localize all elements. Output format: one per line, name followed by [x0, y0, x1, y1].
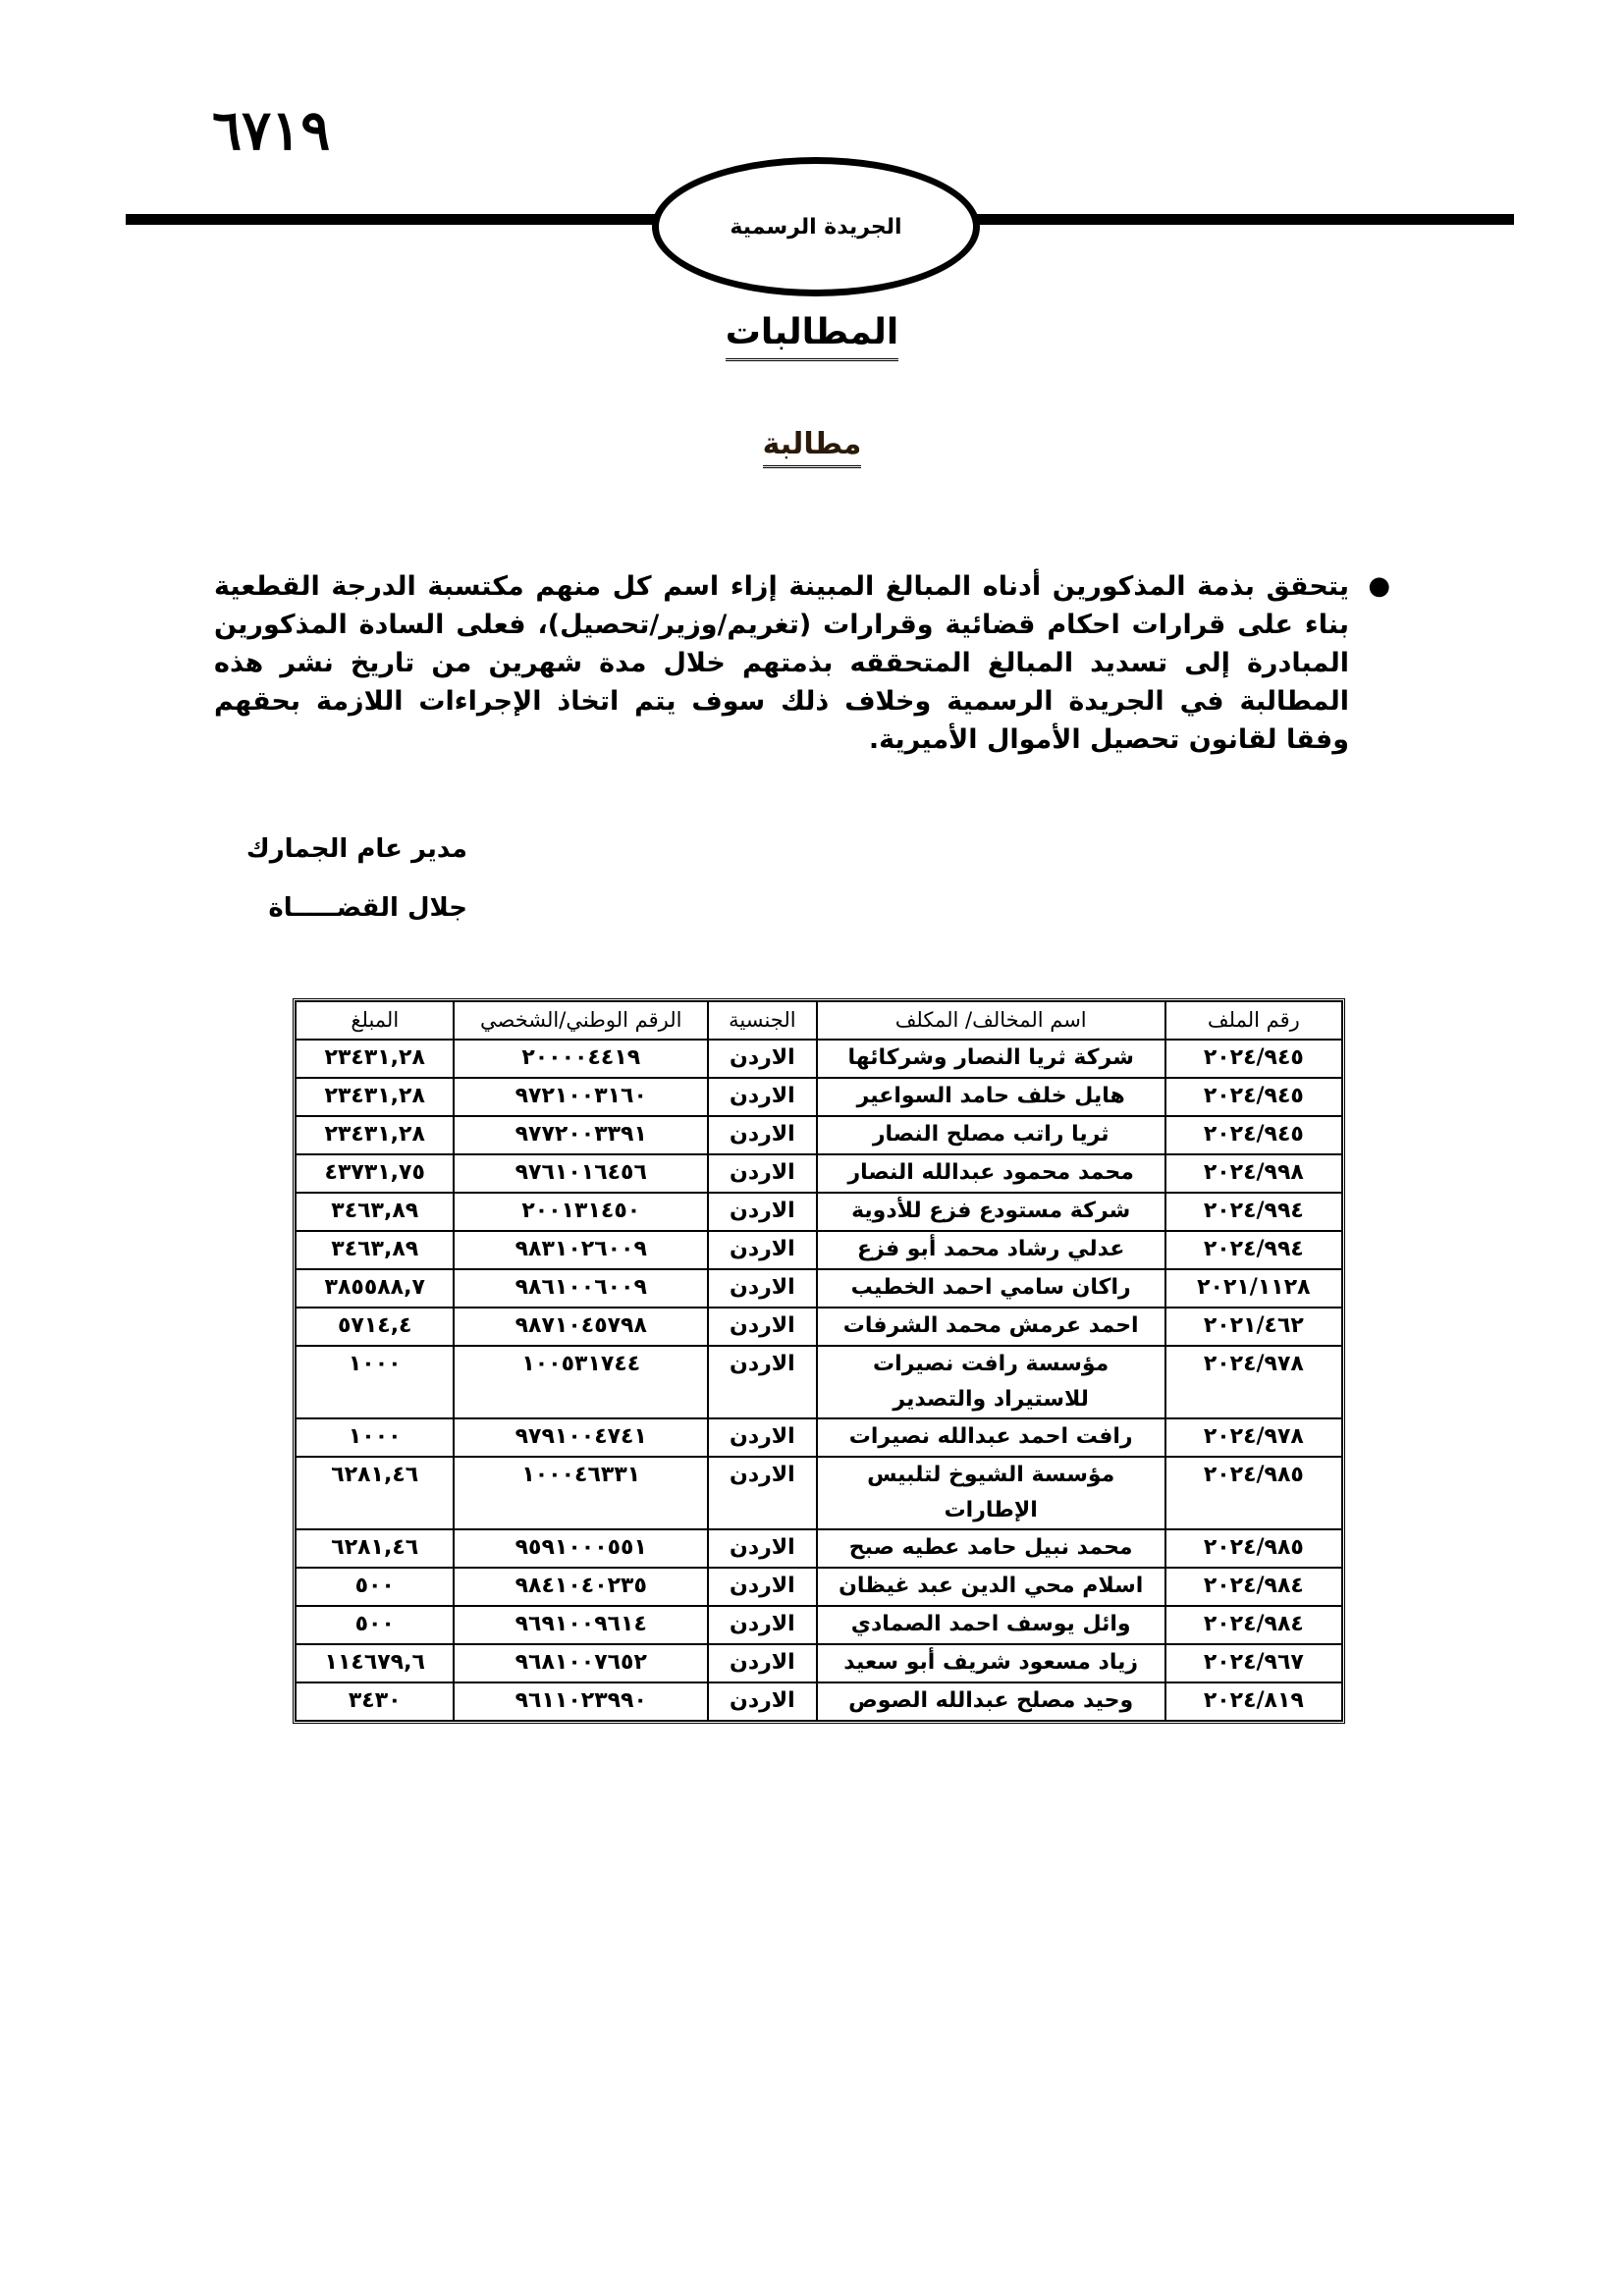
cell-violator-name: وائل يوسف احمد الصمادي: [817, 1606, 1165, 1644]
cell-national-id: ٩٨٧١٠٤٥٧٩٨: [454, 1308, 708, 1346]
table-row: [296, 1346, 1342, 1418]
cell-file-number: ٢٠٢١/٤٦٢: [1165, 1308, 1342, 1346]
cell-amount: ٥٠٠: [296, 1568, 454, 1606]
cell-national-id: ٩٦٩١٠٠٩٦١٤: [454, 1606, 708, 1644]
cell-amount: ١٠٠٠: [296, 1418, 454, 1457]
cell-nationality: الاردن: [708, 1606, 817, 1644]
header-emblem: [652, 157, 980, 296]
cell-file-number: ٢٠٢٤/٩٤٥: [1165, 1116, 1342, 1154]
cell-nationality: الاردن: [708, 1644, 817, 1682]
table-row: [296, 1644, 1342, 1682]
page-number: ٦٧١٩: [212, 98, 331, 163]
cell-violator-name: هايل خلف حامد السواعير: [817, 1078, 1165, 1116]
section-title-text: المطالبات: [726, 312, 898, 361]
table-row: [296, 1457, 1342, 1529]
header-national-id: الرقم الوطني/الشخصي: [454, 1001, 708, 1040]
cell-file-number: ٢٠٢٤/٩٤٥: [1165, 1078, 1342, 1116]
cell-national-id: ٩٧٧٢٠٠٣٣٩١: [454, 1116, 708, 1154]
cell-violator-name: محمد محمود عبدالله النصار: [817, 1154, 1165, 1193]
cell-violator-name: ثريا راتب مصلح النصار: [817, 1116, 1165, 1154]
cell-violator-name: مؤسسة رافت نصيرات للاستيراد والتصدير: [817, 1346, 1165, 1418]
bullet-icon: ●: [1368, 571, 1390, 601]
cell-amount: ١١٤٦٧٩,٦: [296, 1644, 454, 1682]
table-row: [296, 1154, 1342, 1193]
cell-file-number: ٢٠٢٤/٩٧٨: [1165, 1418, 1342, 1457]
cell-violator-name: محمد نبيل حامد عطيه صبح: [817, 1529, 1165, 1568]
table-row: [296, 1078, 1342, 1116]
table-row: [296, 1193, 1342, 1231]
cell-amount: ٤٣٧٣١,٧٥: [296, 1154, 454, 1193]
cell-national-id: ٩٧٦١٠١٦٤٥٦: [454, 1154, 708, 1193]
cell-amount: ٣٤٦٣,٨٩: [296, 1231, 454, 1269]
table-row: [296, 1682, 1342, 1721]
table-row: [296, 1040, 1342, 1078]
cell-file-number: ٢٠٢٤/٩٦٧: [1165, 1644, 1342, 1682]
cell-national-id: ١٠٠٥٣١٧٤٤: [454, 1346, 708, 1418]
section-title: [0, 312, 1624, 361]
signature-title: مدير عام الجمارك: [245, 834, 467, 864]
cell-file-number: ٢٠٢٤/٩٩٤: [1165, 1231, 1342, 1269]
cell-violator-name: شركة ثريا النصار وشركائها: [817, 1040, 1165, 1078]
cell-violator-name: مؤسسة الشيوخ لتلبيس الإطارات: [817, 1457, 1165, 1529]
cell-national-id: ٩٨٣١٠٢٦٠٠٩: [454, 1231, 708, 1269]
cell-file-number: ٢٠٢١/١١٢٨: [1165, 1269, 1342, 1308]
cell-nationality: الاردن: [708, 1154, 817, 1193]
table-row: [296, 1308, 1342, 1346]
cell-amount: ٣٨٥٥٨٨,٧: [296, 1269, 454, 1308]
cell-violator-name: زياد مسعود شريف أبو سعيد: [817, 1644, 1165, 1682]
notice-title: [0, 427, 1624, 468]
table-row: [296, 1568, 1342, 1606]
cell-national-id: ٩٨٦١٠٠٦٠٠٩: [454, 1269, 708, 1308]
cell-violator-name: شركة مستودع فزع للأدوية: [817, 1193, 1165, 1231]
cell-nationality: الاردن: [708, 1269, 817, 1308]
cell-nationality: الاردن: [708, 1529, 817, 1568]
header-violator-name: اسم المخالف/ المكلف: [817, 1001, 1165, 1040]
table-row: [296, 1418, 1342, 1457]
table-header-row: [296, 1001, 1342, 1040]
cell-national-id: ٩٨٤١٠٤٠٢٣٥: [454, 1568, 708, 1606]
cell-nationality: الاردن: [708, 1078, 817, 1116]
cell-national-id: ٩٥٩١٠٠٠٥٥١: [454, 1529, 708, 1568]
table-row: [296, 1529, 1342, 1568]
header-label: الجريدة الرسمية: [730, 214, 902, 240]
table-row: [296, 1606, 1342, 1644]
table-row: [296, 1116, 1342, 1154]
cell-violator-name: راكان سامي احمد الخطيب: [817, 1269, 1165, 1308]
cell-national-id: ٩٧٢١٠٠٣١٦٠: [454, 1078, 708, 1116]
cell-violator-name: وحيد مصلح عبدالله الصوص: [817, 1682, 1165, 1721]
cell-amount: ٣٤٦٣,٨٩: [296, 1193, 454, 1231]
cell-nationality: الاردن: [708, 1040, 817, 1078]
table-row: [296, 1269, 1342, 1308]
cell-amount: ٦٢٨١,٤٦: [296, 1457, 454, 1529]
cell-amount: ٢٣٤٣١,٢٨: [296, 1116, 454, 1154]
cell-national-id: ٢٠٠١٣١٤٥٠: [454, 1193, 708, 1231]
cell-amount: ١٠٠٠: [296, 1346, 454, 1418]
cell-file-number: ٢٠٢٤/٨١٩: [1165, 1682, 1342, 1721]
signature-name: جلال القضـــــاة: [268, 893, 467, 923]
cell-violator-name: عدلي رشاد محمد أبو فزع: [817, 1231, 1165, 1269]
header-file-number: رقم الملف: [1165, 1001, 1342, 1040]
cell-amount: ٥٠٠: [296, 1606, 454, 1644]
cell-file-number: ٢٠٢٤/٩٧٨: [1165, 1346, 1342, 1418]
notice-paragraph: [214, 567, 1390, 759]
cell-nationality: الاردن: [708, 1116, 817, 1154]
cell-nationality: الاردن: [708, 1308, 817, 1346]
cell-file-number: ٢٠٢٤/٩٨٤: [1165, 1568, 1342, 1606]
notice-title-text: مطالبة: [763, 427, 862, 468]
notice-text: يتحقق بذمة المذكورين أدناه المبالغ المبينة إزاء اسم كل منهم مكتسبة الدرجة القطعية بناء على قرارات احكام قضائية وقرارات (تغريم/وزير/تحصيل)، فعلى السادة المذكورين المبادرة إلى تسديد المبالغ المتحققه بذمتهم خلال مدة شهرين من تاريخ نشر هذه المطالبة في الجريدة الرسمية وخلاف ذلك سوف يتم اتخاذ الإجراءات اللازمة بحقهم وفقا لقانون تحصيل الأموال الأميرية.: [214, 571, 1349, 755]
cell-national-id: ١٠٠٠٤٦٣٣١: [454, 1457, 708, 1529]
cell-national-id: ٩٦٨١٠٠٧٦٥٢: [454, 1644, 708, 1682]
cell-violator-name: رافت احمد عبدالله نصيرات: [817, 1418, 1165, 1457]
cell-file-number: ٢٠٢٤/٩٨٥: [1165, 1457, 1342, 1529]
cell-nationality: الاردن: [708, 1418, 817, 1457]
cell-nationality: الاردن: [708, 1682, 817, 1721]
cell-national-id: ٢٠٠٠٠٤٤١٩: [454, 1040, 708, 1078]
cell-nationality: الاردن: [708, 1231, 817, 1269]
cell-file-number: ٢٠٢٤/٩٤٥: [1165, 1040, 1342, 1078]
cell-amount: ٦٢٨١,٤٦: [296, 1529, 454, 1568]
cell-nationality: الاردن: [708, 1346, 817, 1418]
header-nationality: الجنسية: [708, 1001, 817, 1040]
table-row: [296, 1231, 1342, 1269]
cell-violator-name: اسلام محي الدين عبد غيظان: [817, 1568, 1165, 1606]
cell-file-number: ٢٠٢٤/٩٩٤: [1165, 1193, 1342, 1231]
claims-table: [293, 998, 1345, 1724]
cell-violator-name: احمد عرمش محمد الشرفات: [817, 1308, 1165, 1346]
header-amount: المبلغ: [296, 1001, 454, 1040]
cell-file-number: ٢٠٢٤/٩٩٨: [1165, 1154, 1342, 1193]
cell-amount: ٣٤٣٠: [296, 1682, 454, 1721]
cell-file-number: ٢٠٢٤/٩٨٥: [1165, 1529, 1342, 1568]
cell-amount: ٥٧١٤,٤: [296, 1308, 454, 1346]
cell-national-id: ٩٦١١٠٢٣٩٩٠: [454, 1682, 708, 1721]
cell-amount: ٢٣٤٣١,٢٨: [296, 1040, 454, 1078]
cell-amount: ٢٣٤٣١,٢٨: [296, 1078, 454, 1116]
cell-nationality: الاردن: [708, 1193, 817, 1231]
cell-nationality: الاردن: [708, 1457, 817, 1529]
cell-file-number: ٢٠٢٤/٩٨٤: [1165, 1606, 1342, 1644]
cell-nationality: الاردن: [708, 1568, 817, 1606]
cell-national-id: ٩٧٩١٠٠٤٧٤١: [454, 1418, 708, 1457]
